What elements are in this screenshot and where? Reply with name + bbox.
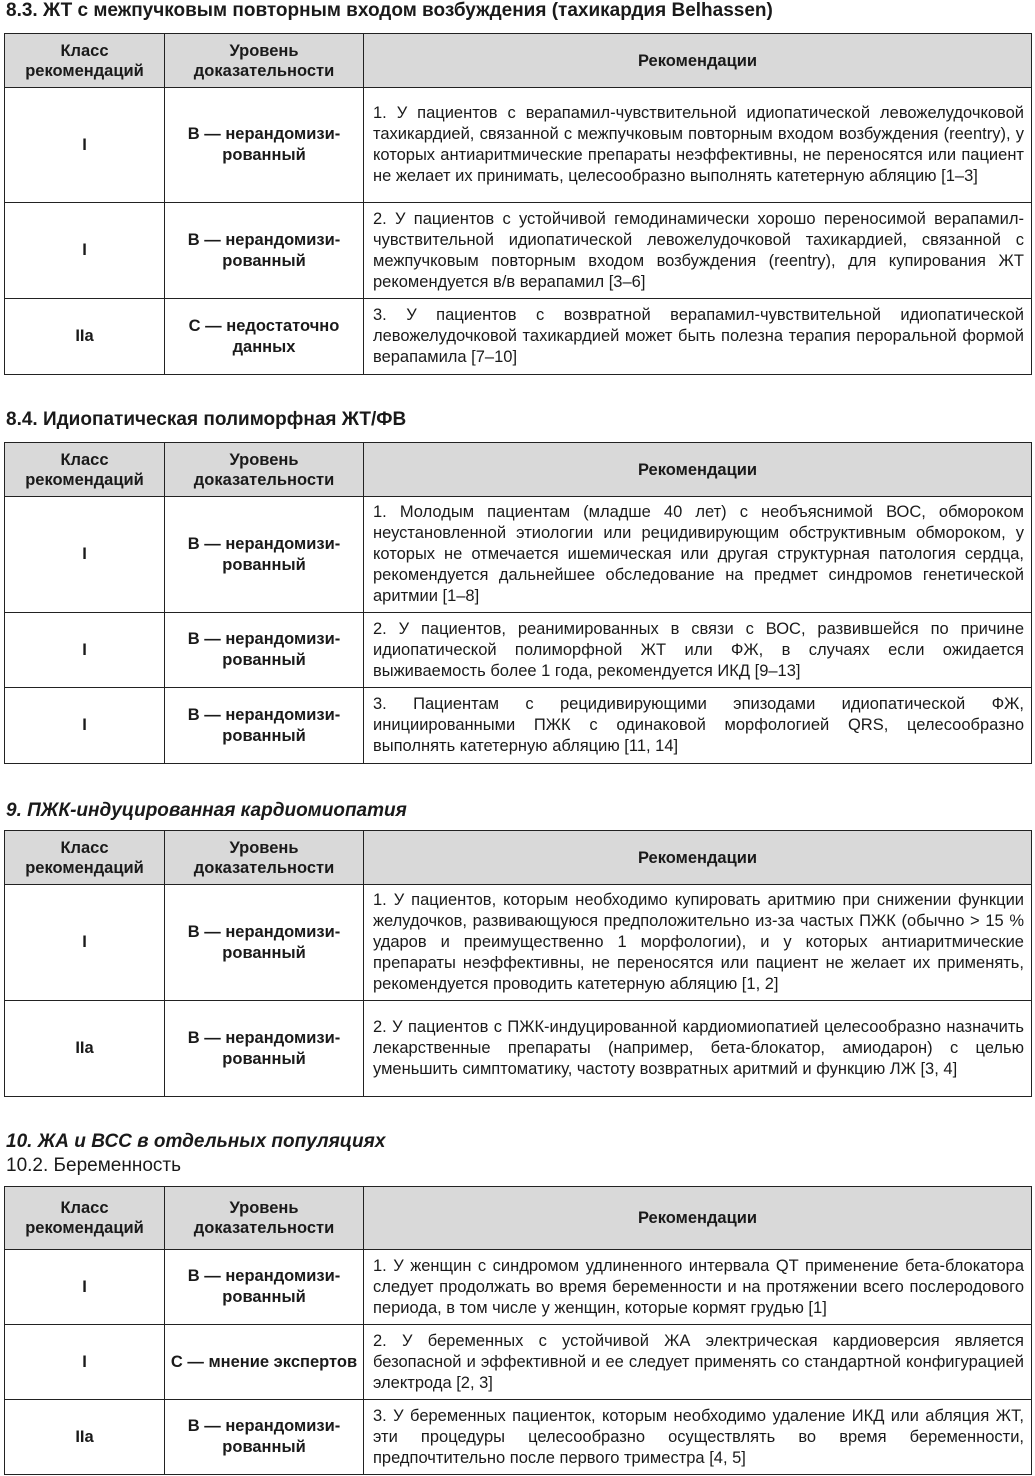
recommendation-cell: 2. У пациентов с устойчивой гемодинамически хорошо переносимой верапамил-чувствительной идиопатической левожелудочковой тахикардией, связанной с межпучковым повторным входом возбуждения (reentry), для купирования ЖТ рекомендуется в/в верапамил [3–6]	[364, 203, 1032, 299]
section-title: 8.4. Идиопатическая полиморфная ЖТ/ФВ	[6, 409, 407, 430]
recommendation-cell: 1. У пациентов, которым необходимо купировать аритмию при снижении функции желудочков, развивающуюся предположительно из-за частых ПЖК (обычно > 15 % ударов и преимущественно 1 морфологии), и у которых антиаритмические препараты неэффективны, не переносятся или пациент не желает их применять, рекомендуется проводить катетерную абляцию [1, 2]	[364, 885, 1032, 1001]
recommendation-table	[4, 830, 1032, 1097]
table-row	[5, 497, 1032, 613]
level-cell: В — нерандомизи-рованный	[165, 688, 364, 764]
table-header-row	[5, 443, 1032, 497]
header-class: Класс рекомендаций	[5, 831, 165, 885]
recommendation-cell: 1. У женщин с синдромом удлиненного интервала QT применение бета-блокатора следует продолжать во время беременности и на протяжении всего послеродового периода, в том числе у женщин, которые кормят грудью [1]	[364, 1250, 1032, 1325]
table-row	[5, 1400, 1032, 1475]
class-cell: I	[5, 613, 165, 688]
level-cell: В — нерандомизи-рованный	[165, 1400, 364, 1475]
level-cell: С — недостаточно данных	[165, 299, 364, 375]
table-row	[5, 203, 1032, 299]
recommendation-cell: 2. У беременных с устойчивой ЖА электрическая кардиоверсия является безопасной и эффективной и ее следует применять со стандартной конфигурацией электрода [2, 3]	[364, 1325, 1032, 1400]
table-header-row	[5, 1187, 1032, 1250]
section-subtitle: 10.2. Беременность	[6, 1155, 181, 1176]
recommendation-cell: 1. У пациентов с верапамил-чувствительной идиопатической левожелудочковой тахикардией, связанной с межпучковым повторным входом возбуждения (reentry), у которых антиаритмические препараты неэффективны, не переносятся или пациент не желает их принимать, целесообразно выполнять катетерную абляцию [1–3]	[364, 88, 1032, 203]
table-row	[5, 299, 1032, 375]
class-cell: I	[5, 497, 165, 613]
table-row	[5, 1325, 1032, 1400]
recommendation-cell: 3. Пациентам с рецидивирующими эпизодами идиопатической ФЖ, инициированными ПЖК с одинаковой морфологией QRS, целесообразно выполнять катетерную абляцию [11, 14]	[364, 688, 1032, 764]
header-recommendations: Рекомендации	[364, 443, 1032, 497]
recommendation-cell: 3. У беременных пациенток, которым необходимо удаление ИКД или абляция ЖТ, эти процедуры целесообразно осуществлять во время беременности, предпочтительно после первого триместра [4, 5]	[364, 1400, 1032, 1475]
class-cell: IIa	[5, 1001, 165, 1097]
class-cell: I	[5, 1325, 165, 1400]
class-cell: I	[5, 688, 165, 764]
header-level: Уровень доказательности	[165, 831, 364, 885]
level-cell: В — нерандомизи-рованный	[165, 203, 364, 299]
class-cell: I	[5, 885, 165, 1001]
section-title: 10. ЖА и ВСС в отдельных популяциях	[6, 1131, 386, 1152]
header-class: Класс рекомендаций	[5, 1187, 165, 1250]
class-cell: I	[5, 88, 165, 203]
class-cell: IIa	[5, 299, 165, 375]
recommendation-cell: 2. У пациентов, реанимированных в связи с ВОС, развившейся по причине идиопатической полиморфной ЖТ или ФЖ, в случаях если ожидается выживаемость более 1 года, рекомендуется ИКД [9–13]	[364, 613, 1032, 688]
level-cell: В — нерандомизи-рованный	[165, 613, 364, 688]
header-class: Класс рекомендаций	[5, 443, 165, 497]
header-recommendations: Рекомендации	[364, 831, 1032, 885]
level-cell: В — нерандомизи-рованный	[165, 88, 364, 203]
table-row	[5, 1250, 1032, 1325]
level-cell: В — нерандомизи-рованный	[165, 1001, 364, 1097]
recommendation-table	[4, 1186, 1032, 1475]
recommendation-table	[4, 442, 1032, 764]
recommendation-cell: 1. Молодым пациентам (младше 40 лет) с необъяснимой ВОС, обмороком неустановленной этиологии или рецидивирующим обструктивным обмороком, у которых не отмечается ишемическая или другая структурная патология сердца, рекомендуется дальнейшее обследование на предмет синдромов генетической аритмии [1–8]	[364, 497, 1032, 613]
header-level: Уровень доказательности	[165, 1187, 364, 1250]
table-row	[5, 88, 1032, 203]
table-row	[5, 885, 1032, 1001]
level-cell: С — мнение экспертов	[165, 1325, 364, 1400]
header-recommendations: Рекомендации	[364, 34, 1032, 88]
section-title: 8.3. ЖТ с межпучковым повторным входом возбуждения (тахикардия Belhassen)	[6, 0, 773, 21]
table-row	[5, 688, 1032, 764]
section-title: 9. ПЖК-индуцированная кардиомиопатия	[6, 800, 407, 821]
level-cell: В — нерандомизи-рованный	[165, 1250, 364, 1325]
table-header-row	[5, 831, 1032, 885]
recommendation-cell: 2. У пациентов с ПЖК-индуцированной кардиомиопатией целесообразно назначить лекарственные препараты (например, бета-блокатор, амиодарон) с целью уменьшить симптоматику, частоту возвратных аритмий и функцию ЛЖ [3, 4]	[364, 1001, 1032, 1097]
recommendation-table	[4, 33, 1032, 375]
header-recommendations: Рекомендации	[364, 1187, 1032, 1250]
table-row	[5, 613, 1032, 688]
table-row	[5, 1001, 1032, 1097]
header-level: Уровень доказательности	[165, 443, 364, 497]
recommendation-cell: 3. У пациентов с возвратной верапамил-чувствительной идиопатической левожелудочковой тахикардией может быть полезна терапия пероральной формой верапамила [7–10]	[364, 299, 1032, 375]
level-cell: В — нерандомизи-рованный	[165, 497, 364, 613]
class-cell: I	[5, 203, 165, 299]
header-level: Уровень доказательности	[165, 34, 364, 88]
level-cell: В — нерандомизи-рованный	[165, 885, 364, 1001]
class-cell: IIa	[5, 1400, 165, 1475]
table-header-row	[5, 34, 1032, 88]
header-class: Класс рекомендаций	[5, 34, 165, 88]
class-cell: I	[5, 1250, 165, 1325]
